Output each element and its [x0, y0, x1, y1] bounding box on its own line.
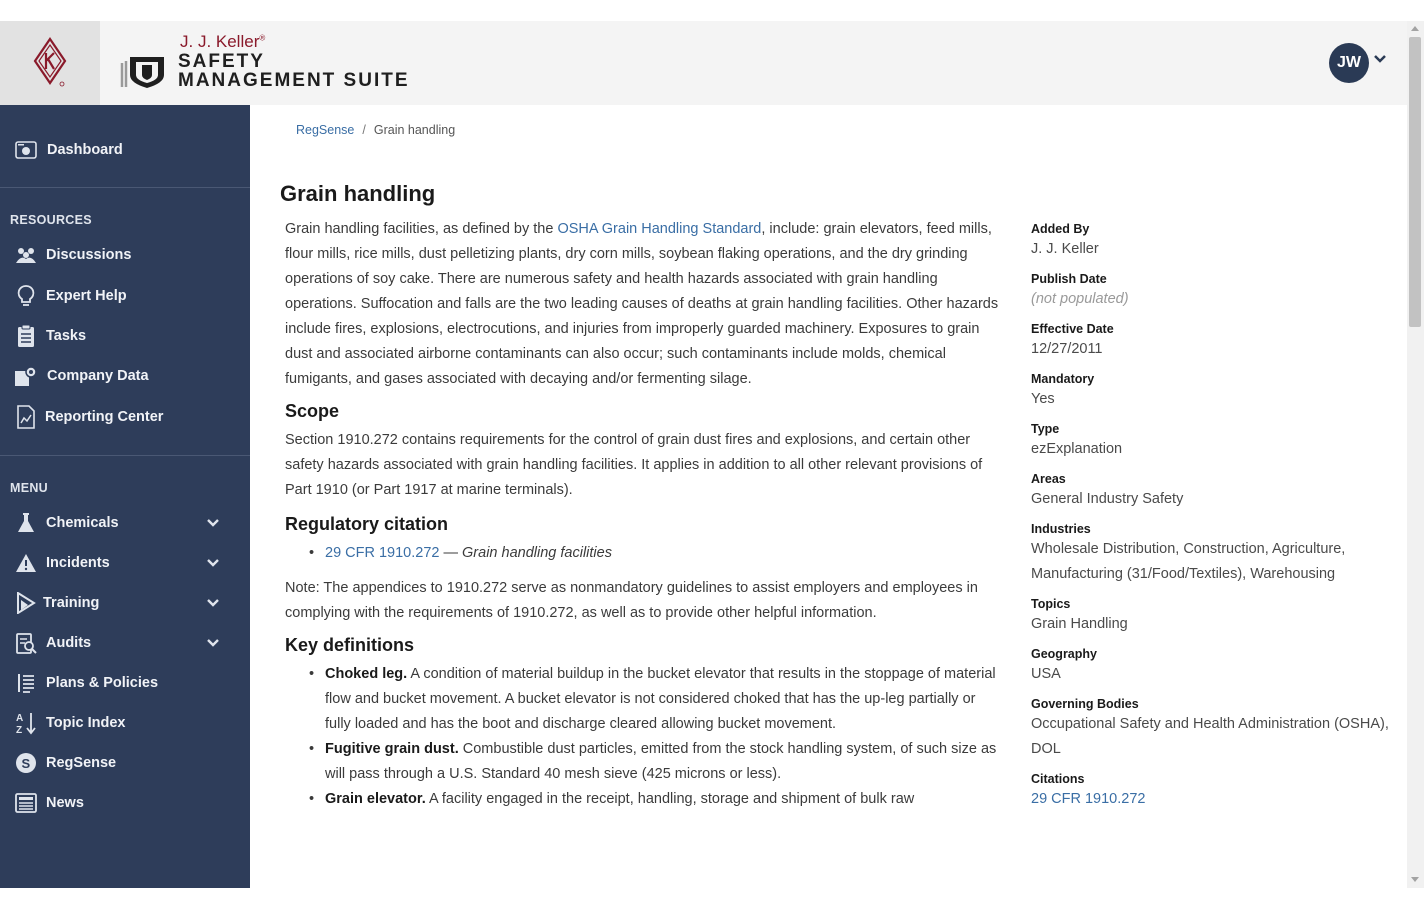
- sidebar-item-training[interactable]: [0, 585, 250, 621]
- meta-label: Type: [1031, 422, 1060, 436]
- citation-link[interactable]: 29 CFR 1910.272: [325, 545, 440, 561]
- sort-az-icon: [14, 711, 38, 735]
- meta-label: Areas: [1031, 472, 1066, 486]
- meta-value-mandatory: Yes: [1031, 391, 1055, 407]
- sidebar-item-label: Training: [43, 595, 100, 611]
- list-item: • Fugitive grain dust. Combustible dust particles, emitted from the stock handling system, of such size as will pass through a U.S. Standard 40 mesh sieve (425 microns or less).: [305, 737, 1000, 787]
- meta-citation-link[interactable]: 29 CFR 1910.272: [1031, 791, 1146, 807]
- meta-label: Publish Date: [1031, 272, 1107, 286]
- list-item: • 29 CFR 1910.272 — Grain handling facilities: [305, 541, 1000, 566]
- sidebar-item-expert-help[interactable]: [0, 278, 250, 314]
- sidebar-divider: [0, 455, 250, 456]
- article-body: [285, 217, 1000, 822]
- meta-label: Governing Bodies: [1031, 697, 1139, 711]
- sidebar-item-label: Plans & Policies: [46, 675, 159, 691]
- sidebar-item-label: Company Data: [47, 368, 149, 384]
- svg-text:A: A: [16, 713, 24, 724]
- report-icon: [14, 405, 38, 429]
- company-data-icon: [14, 364, 38, 388]
- chevron-down-icon[interactable]: [206, 638, 220, 648]
- meta-label: Citations: [1031, 772, 1085, 786]
- meta-label: Effective Date: [1031, 322, 1114, 336]
- meta-value-areas: General Industry Safety: [1031, 491, 1184, 507]
- meta-label: Mandatory: [1031, 372, 1095, 386]
- meta-label: Geography: [1031, 647, 1097, 661]
- meta-value-publish-date: (not populated): [1031, 291, 1129, 307]
- menu-heading: MENU: [10, 481, 49, 495]
- list-item: • Choked leg. A condition of material buildup in the bucket elevator that results in the stoppage of material flow and bucket movement. A bucket elevator is not considered choked that has the up-leg partially or fully loaded and has the boot and discharge cleared allowing bucket movement.: [305, 662, 1000, 737]
- sidebar-item-reporting-center[interactable]: [0, 399, 250, 435]
- flask-icon: [14, 511, 38, 535]
- sidebar-item-chemicals[interactable]: [0, 505, 250, 541]
- resources-heading: RESOURCES: [10, 213, 92, 227]
- keller-logo[interactable]: [0, 21, 100, 105]
- sidebar-item-topic-index[interactable]: [0, 705, 250, 741]
- meta-label: Industries: [1031, 522, 1091, 536]
- sidebar-item-label: Dashboard: [47, 142, 123, 158]
- page-title: Grain handling: [280, 181, 436, 206]
- sidebar-item-tasks[interactable]: [0, 318, 250, 354]
- newspaper-icon: [14, 791, 38, 815]
- sidebar-item-news[interactable]: [0, 785, 250, 821]
- meta-value-effective-date: 12/27/2011: [1031, 341, 1103, 357]
- definition-term: Choked leg.: [325, 666, 408, 682]
- meta-value-geography: USA: [1031, 666, 1061, 682]
- dashboard-icon: [14, 138, 38, 162]
- definition-term: Fugitive grain dust.: [325, 741, 459, 757]
- play-icon: [14, 591, 38, 615]
- breadcrumb-regsense-link[interactable]: RegSense: [296, 123, 355, 137]
- sidebar: [0, 105, 250, 888]
- main-content: [250, 105, 1407, 888]
- sidebar-item-label: News: [46, 795, 84, 811]
- brand-line-2: MANAGEMENT SUITE: [178, 70, 410, 91]
- audit-icon: [14, 631, 38, 655]
- sidebar-item-label: Reporting Center: [45, 409, 164, 425]
- citation-heading: Regulatory citation: [285, 514, 449, 534]
- window-top-strip: [0, 0, 1424, 21]
- app-header: [0, 21, 1407, 105]
- sidebar-item-label: Chemicals: [46, 515, 119, 531]
- osha-standard-link[interactable]: OSHA Grain Handling Standard: [557, 221, 762, 237]
- meta-value-governing-bodies: Occupational Safety and Health Administration (OSHA), DOL: [1031, 716, 1389, 757]
- note-paragraph: Note: The appendices to 1910.272 serve as nonmandatory guidelines to assist employers and employees in complying with the requirements of 1910.272, as well as to provide other helpful information.: [285, 580, 978, 621]
- chevron-down-icon[interactable]: [206, 558, 220, 568]
- chevron-down-icon[interactable]: [206, 598, 220, 608]
- meta-label: Added By: [1031, 222, 1090, 236]
- meta-value-type: ezExplanation: [1031, 441, 1123, 457]
- suite-shield-icon: [120, 53, 168, 89]
- definitions-list: [305, 662, 1000, 812]
- scope-heading: Scope: [285, 401, 340, 421]
- svg-text:Z: Z: [16, 725, 23, 735]
- sidebar-item-incidents[interactable]: [0, 545, 250, 581]
- sidebar-item-discussions[interactable]: [0, 237, 250, 273]
- list-icon: [14, 671, 38, 695]
- sidebar-item-label: RegSense: [46, 755, 117, 771]
- user-avatar[interactable]: JW: [1329, 43, 1369, 83]
- sidebar-item-regsense[interactable]: [0, 745, 250, 781]
- metadata-panel: [1031, 221, 1391, 821]
- citation-list: [305, 541, 1000, 566]
- intro-paragraph: Grain handling facilities, as defined by the OSHA Grain Handling Standard, include: grain elevators, feed mills, flour mills, rice mills, dust pelletizing plants, dry corn mills, soybean flaking operations, and the dry grinding operations of soy cake. There are numerous safety and health hazards associated with grain handling operations. Suffocation and falls are the two leading causes of deaths at grain handling facilities. Other hazards include fires, explosions, electrocutions, and injuries from improperly guarded machinery. Exposures to grain dust and associated airborne contaminants can also occur; such contaminants include molds, chemical fumigants, and gases associated with decaying and/or fermenting silage.: [285, 221, 999, 387]
- sidebar-item-label: Tasks: [46, 328, 87, 344]
- meta-value-added-by: J. J. Keller: [1031, 241, 1099, 257]
- sidebar-item-label: Expert Help: [46, 288, 127, 304]
- brand-jjkeller: J. J. Keller®: [180, 32, 266, 51]
- sidebar-divider: [0, 187, 250, 188]
- scroll-up-arrow-icon[interactable]: [1411, 26, 1419, 31]
- regsense-icon: [14, 751, 38, 775]
- meta-value-topics: Grain Handling: [1031, 616, 1128, 632]
- sidebar-item-plans-policies[interactable]: [0, 665, 250, 701]
- keller-k-icon: [32, 37, 68, 89]
- chevron-down-icon[interactable]: [206, 518, 220, 528]
- user-menu-chevron-down-icon[interactable]: [1373, 54, 1387, 64]
- warning-icon: [14, 551, 38, 575]
- breadcrumb: [296, 123, 455, 137]
- scroll-down-arrow-icon[interactable]: [1411, 877, 1419, 882]
- scope-paragraph: Section 1910.272 contains requirements for the control of grain dust fires and explosions, and certain other safety hazards associated with grain handling facilities. It applies in addition to all other relevant provisions of Part 1910 (or Part 1917 at marine terminals).: [285, 432, 983, 498]
- sidebar-item-label: Incidents: [46, 555, 110, 571]
- sidebar-item-label: Discussions: [46, 247, 132, 263]
- list-item: • Grain elevator. A facility engaged in the receipt, handling, storage and shipment of bulk raw: [305, 787, 1000, 812]
- clipboard-icon: [14, 324, 38, 348]
- svg-text:S: S: [21, 756, 31, 771]
- definition-term: Grain elevator.: [325, 791, 426, 807]
- lightbulb-icon: [14, 284, 38, 308]
- meta-value-industries: Wholesale Distribution, Construction, Agriculture, Manufacturing (31/Food/Textiles), Warehousing: [1031, 541, 1346, 582]
- breadcrumb-current: Grain handling: [373, 123, 456, 137]
- meta-label: Topics: [1031, 597, 1071, 611]
- brand-line-1: SAFETY: [178, 51, 265, 72]
- sidebar-item-company-data[interactable]: [0, 358, 250, 394]
- definitions-heading: Key definitions: [285, 635, 415, 655]
- breadcrumb-separator: /: [362, 123, 366, 137]
- meta-value-citations: [1031, 787, 1391, 812]
- window-bottom-strip: [0, 888, 1424, 910]
- sidebar-item-label: Audits: [46, 635, 92, 651]
- people-icon: [14, 243, 38, 267]
- sidebar-item-audits[interactable]: [0, 625, 250, 661]
- sidebar-item-label: Topic Index: [46, 715, 126, 731]
- scrollbar-thumb[interactable]: [1409, 37, 1421, 327]
- sidebar-item-dashboard[interactable]: [0, 132, 250, 168]
